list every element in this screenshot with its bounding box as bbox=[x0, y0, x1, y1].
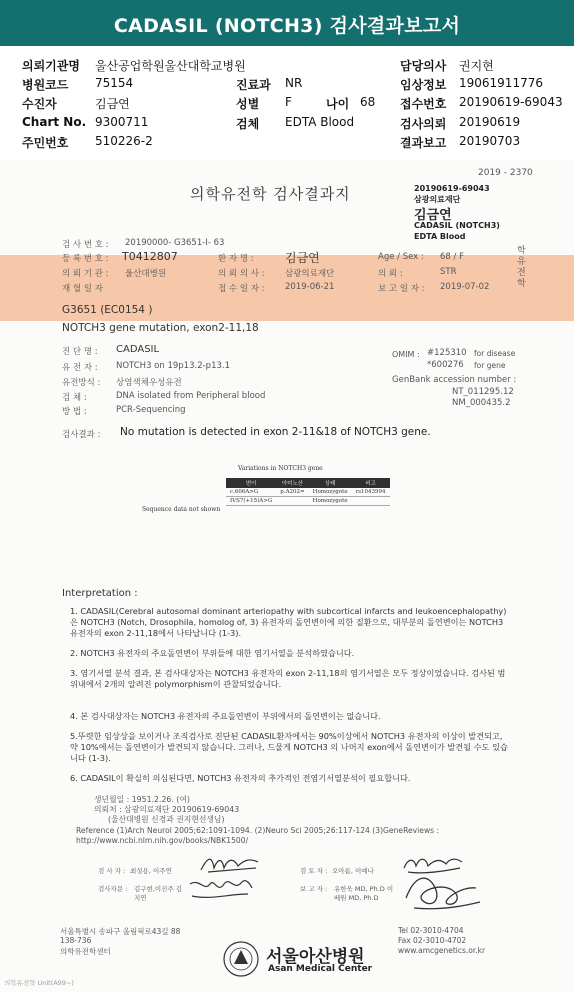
req-doc-label: 의 뢰 의 사 : bbox=[218, 269, 265, 279]
variant-note: Sequence data not shown bbox=[142, 506, 221, 513]
footer-fax: Fax 02-3010-4702 bbox=[398, 936, 467, 945]
variant-header-row bbox=[226, 478, 390, 488]
result-text: No mutation is detected in exon 2-11&18 of NOTCH3 gene. bbox=[120, 426, 431, 438]
examiner: 최성용, 이주연 bbox=[130, 867, 172, 875]
reporter-label: 보 고 자 : bbox=[300, 885, 328, 893]
req-doc: 삼광의료재단 bbox=[285, 269, 335, 279]
stamp-line-4: CADASIL (NOTCH3) bbox=[414, 221, 500, 230]
report-date-label: 보 고 일 자 : bbox=[378, 284, 425, 294]
label-patient: 수진자 bbox=[22, 97, 57, 111]
value-resident-no: 510226-2 bbox=[95, 134, 153, 148]
age-sex: 68 / F bbox=[440, 252, 464, 262]
label-report-date: 결과보고 bbox=[400, 136, 447, 150]
reg-no: T0412807 bbox=[122, 250, 178, 263]
footer-tel: Tel 02-3010-4704 bbox=[398, 926, 464, 935]
variant-cell: p.A202= bbox=[276, 488, 308, 497]
interpretation-paragraph-6: 6. CADASIL이 확실히 의심된다면, NOTCH3 유전자의 추가적인 전염기서열분석이 필요합니다. bbox=[70, 773, 411, 783]
interpretation-title: Interpretation : bbox=[62, 588, 138, 599]
stamp-line-3: 김금연 bbox=[414, 208, 452, 223]
value-hospital-code: 75154 bbox=[95, 76, 134, 90]
value-chart-no: 9300711 bbox=[95, 115, 149, 129]
omim-label: OMIM : bbox=[392, 350, 420, 359]
recv-label: 접 수 일 자 : bbox=[218, 284, 265, 294]
value-age: 68 bbox=[360, 95, 376, 109]
inherit-label: 유전방식 : bbox=[62, 378, 101, 388]
approver: 김구현,이진주 김지연 bbox=[134, 885, 183, 902]
variant-col: 변이 bbox=[226, 478, 276, 488]
age-sex-label: Age / Sex : bbox=[378, 252, 424, 262]
footer-address-2: 138-736 bbox=[60, 936, 92, 945]
report-title: 의학유전학 검사결과지 bbox=[190, 185, 351, 203]
value-sex: F bbox=[285, 95, 292, 109]
reference: Reference (1)Arch Neurol 2005;62:1091-1094. (2)Neuro Sci 2005;26:117-124 (3)GeneReviews : http://www.ncbi.nlm.nih.gov/books/NBK1500/ bbox=[76, 826, 440, 845]
test-name: NOTCH3 gene mutation, exon2-11,18 bbox=[62, 322, 259, 334]
footer-address-3: 의학유전학센터 bbox=[60, 947, 111, 956]
omim-gene-no: *600276 bbox=[427, 360, 464, 370]
approver-label: 검사자문 : bbox=[98, 885, 128, 893]
label-age: 나이 bbox=[326, 97, 350, 111]
genbank-acc2: NM_000435.2 bbox=[452, 398, 511, 408]
variant-cell: Homozygote bbox=[309, 488, 352, 497]
retest-label: 재 혈 일 자 bbox=[62, 284, 103, 294]
reg-no-label: 등 록 번 호 : bbox=[62, 254, 109, 264]
label-sex: 성별 bbox=[236, 97, 260, 111]
examiner-signature bbox=[198, 852, 262, 876]
label-clinical-info: 임상정보 bbox=[400, 78, 447, 92]
variant-cell: IVS7(+15)A>G bbox=[226, 497, 276, 506]
reviewer: 오아름, 이예나 bbox=[332, 867, 374, 875]
value-request-date: 20190619 bbox=[459, 115, 521, 129]
variant-col: 비고 bbox=[352, 478, 390, 488]
footer-address-1: 서울특별시 송파구 올림픽로43길 88 bbox=[60, 927, 181, 936]
variant-col: 아미노산 bbox=[276, 478, 308, 488]
examiner-label: 검 사 자 : bbox=[98, 867, 126, 875]
dx: CADASIL bbox=[116, 344, 160, 355]
variant-cell bbox=[276, 497, 308, 506]
gene-label: 유 전 자 : bbox=[62, 363, 98, 373]
footer-web: www.amcgenetics.or.kr bbox=[398, 946, 486, 955]
value-department: NR bbox=[285, 76, 303, 90]
reviewer-label: 검 토 자 : bbox=[300, 867, 328, 875]
interpretation-paragraph-4: 4. 본 검사대상자는 NOTCH3 유전자의 주요돌연변이 부위에서의 돌연변이는 없습니다. bbox=[70, 711, 381, 721]
footer-hospital-kr: 서울아산병원 bbox=[266, 947, 365, 967]
table-row bbox=[226, 497, 390, 506]
req-org-label: 의 뢰 기 관 : bbox=[62, 269, 109, 279]
omim-gene-note: for gene bbox=[474, 361, 506, 370]
variant-cell bbox=[352, 497, 390, 506]
req-org: 울산대병원 bbox=[125, 269, 167, 279]
test-code: G3651 (EC0154 ) bbox=[62, 304, 153, 316]
method-label: 방 법 : bbox=[62, 407, 87, 417]
value-patient: 김금연 bbox=[95, 97, 130, 111]
sample: DNA isolated from Peripheral blood bbox=[116, 391, 266, 401]
recv-date: 2019-06-21 bbox=[285, 282, 335, 292]
label-specimen: 검체 bbox=[236, 117, 260, 131]
variant-caption: Variations in NOTCH3 gene bbox=[238, 465, 323, 472]
label-institution: 의뢰기관명 bbox=[22, 59, 80, 73]
variant-cell: rs1043994 bbox=[352, 488, 390, 497]
test-no: 20190000- G3651-I- 63 bbox=[125, 238, 225, 248]
label-resident-no: 주민번호 bbox=[22, 136, 69, 150]
sample-label: 검 체 : bbox=[62, 393, 87, 403]
value-doctor: 권지현 bbox=[459, 59, 494, 73]
report-date: 2019-07-02 bbox=[440, 282, 490, 292]
req-doc2: STR bbox=[440, 267, 457, 277]
title-bar bbox=[0, 0, 574, 46]
patient-label: 환 자 명 : bbox=[218, 254, 254, 264]
value-institution: 울산공업학원울산대학교병원 bbox=[95, 59, 246, 73]
footer-bottom-left: 의학유전학 Unit(A99~) bbox=[4, 979, 74, 987]
value-clinical-info: 19061911776 bbox=[459, 76, 543, 90]
reporter-signature bbox=[400, 868, 484, 912]
interpretation-paragraph-3: 3. 염기서열 분석 결과, 본 검사대상자는 NOTCH3 유전자의 exon 2-11,18의 염기서열은 모두 정상이었습니다. 검사된 범위내에서 2개의 알려진 polymorphism이 관찰되었습니다. bbox=[70, 668, 506, 689]
inherit: 상염색체우성유전 bbox=[116, 378, 182, 388]
test-no-label: 검 사 번 호 : bbox=[62, 240, 109, 250]
omim-disease-note: for disease bbox=[474, 349, 516, 358]
meta-requester: 의뢰처 : 삼광의료재단 20190619-69043 bbox=[94, 805, 240, 814]
table-row bbox=[226, 488, 390, 497]
value-report-date: 20190703 bbox=[459, 134, 521, 148]
interpretation-paragraph-2: 2. NOTCH3 유전자의 주요돌연변이 부위들에 대한 염기서열을 분석하였습니다. bbox=[70, 648, 355, 658]
label-hospital-code: 병원코드 bbox=[22, 78, 69, 92]
stamp-line-2: 삼광의료재단 bbox=[414, 195, 461, 204]
interpretation-paragraph-1: 1. CADASIL(Cerebral autosomal dominant arteriopathy with subcortical infarcts and leukoencephalopathy)은 NOTCH3 (Notch, Drosophila, homolog of, 3) 유전자의 돌연변이에 의한 질환으로, 대부분의 돌연변이는 NOTCH3 유전자의 exon 2-11,18에서 나타납니다 (1-3). bbox=[70, 606, 507, 638]
variant-cell: c.606A>G bbox=[226, 488, 276, 497]
label-accession: 접수번호 bbox=[400, 97, 447, 111]
patient-name: 김금연 bbox=[285, 251, 320, 265]
variant-col: 상태 bbox=[309, 478, 352, 488]
footer-hospital-en: Asan Medical Center bbox=[268, 964, 373, 974]
genbank-acc1: NT_011295.12 bbox=[452, 387, 514, 397]
side-vertical-text: 학유전학 bbox=[517, 246, 526, 289]
meta-birth: 생년월일 : 1951.2.26. (여) bbox=[94, 795, 190, 804]
genbank-label: GenBank accession number : bbox=[392, 375, 517, 385]
variant-table bbox=[226, 478, 390, 506]
value-specimen: EDTA Blood bbox=[285, 115, 355, 129]
stamp-line-1: 20190619-69043 bbox=[414, 184, 490, 193]
omim-disease-no: #125310 bbox=[427, 348, 467, 358]
label-doctor: 담당의사 bbox=[400, 59, 447, 73]
value-accession: 20190619-69043 bbox=[459, 95, 563, 109]
gene: NOTCH3 on 19p13.2-p13.1 bbox=[116, 361, 230, 371]
label-department: 진료과 bbox=[236, 78, 271, 92]
req-doc2-label: 의 뢰 : bbox=[378, 269, 403, 279]
reporter: 유한욱 MD, Ph.D 이베원 MD, Ph.D bbox=[334, 885, 394, 902]
asan-foundation-logo bbox=[222, 940, 260, 978]
dx-label: 진 단 명 : bbox=[62, 347, 98, 357]
interpretation-paragraph-5: 5.뚜렷한 임상상을 보이거나 조직검사로 진단된 CADASIL환자에서는 90%이상에서 NOTCH3 유전자의 이상이 발견되고, 약 10%에서는 돌연변이가 발견되지 않습니다. 그러나, 드물게 NOTCH3 의 나머지 exon에서 돌연변이가 발견될 수도 있습니다 (1-3). bbox=[70, 731, 508, 763]
method: PCR-Sequencing bbox=[116, 405, 186, 415]
result-label: 검사결과 : bbox=[62, 430, 101, 440]
label-chart-no: Chart No. bbox=[22, 115, 87, 129]
doc-number: 2019 - 2370 bbox=[478, 168, 533, 178]
page-title: CADASIL (NOTCH3) 검사결과보고서 bbox=[113, 15, 461, 37]
label-request-date: 검사의뢰 bbox=[400, 117, 447, 131]
stamp-line-5: EDTA Blood bbox=[414, 232, 466, 241]
meta-doctor: (울산대병원 신경과 권지현선생님) bbox=[108, 815, 225, 824]
approver-signature bbox=[186, 874, 256, 902]
variant-cell: Homozygote bbox=[309, 497, 352, 506]
